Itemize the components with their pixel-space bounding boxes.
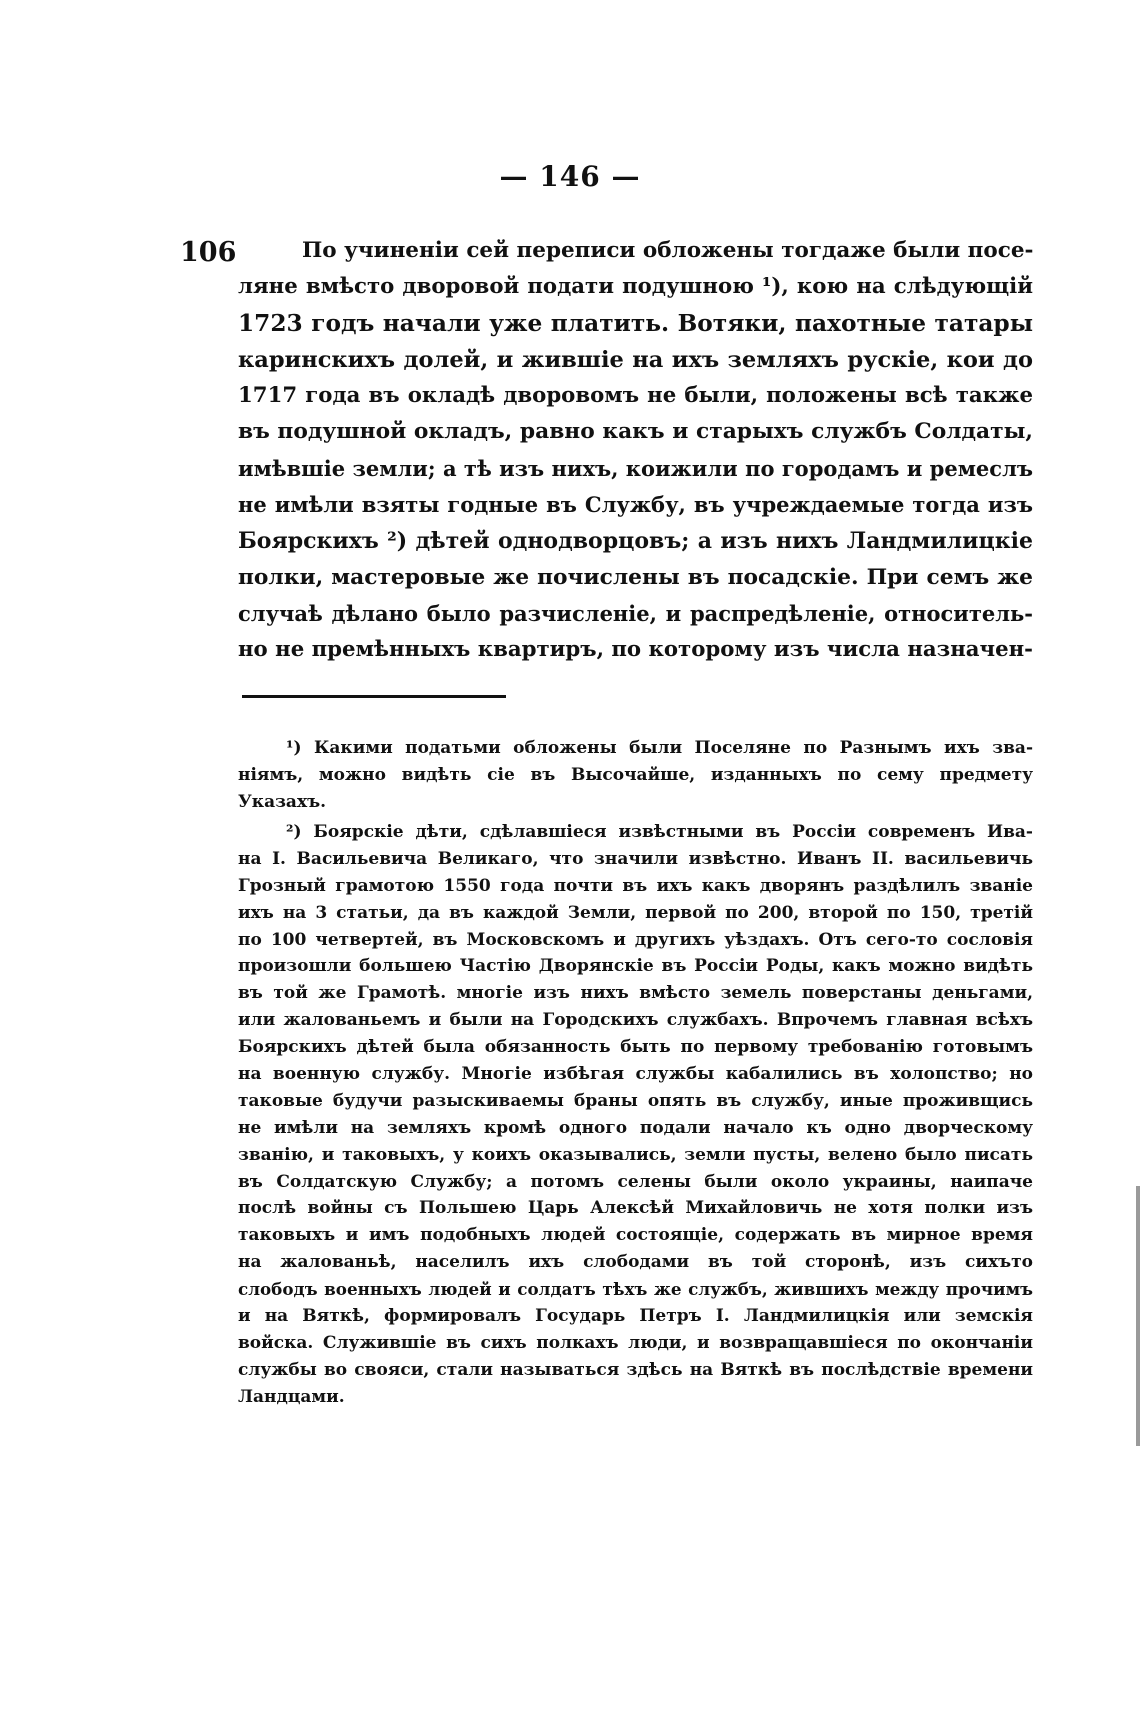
main-text-line: не имѣли взяты годные въ Службу, въ учреждаемые тогда изъ bbox=[238, 492, 1033, 518]
footnote-line: и на Вяткѣ, формировалъ Государь Петръ I. Ландмилицкія или земскія bbox=[238, 1306, 1033, 1327]
footnote-line: въ той же Грамотѣ. многіе изъ нихъ вмѣсто земель поверстаны деньгами, bbox=[238, 983, 1033, 1004]
main-text-line: полки, мастеровые же почислены въ посадскіе. При семъ же bbox=[238, 564, 1033, 590]
main-text-line: но не премѣнныхъ квартиръ, по которому изъ числа назначен- bbox=[238, 637, 1033, 663]
footnote-line: ихъ на 3 статьи, да въ каждой Земли, первой по 200, второй по 150, третій bbox=[238, 902, 1033, 923]
footnote-line: таковые будучи разыскиваемы браны опять въ службу, иные проживщись bbox=[238, 1090, 1033, 1111]
main-text-line: По учиненіи сей переписи обложены тогдаже были посе- bbox=[302, 238, 1034, 263]
scan-edge-mark bbox=[1136, 1186, 1140, 1446]
footnote-line: Указахъ. bbox=[238, 791, 327, 812]
main-text-line: 1723 годъ начали уже платить. Вотяки, пахотные татары bbox=[238, 309, 1033, 337]
footnote-line: ²) Боярскіе дѣти, сдѣлавшіеся извѣстными въ Россіи современъ Ива- bbox=[286, 822, 1033, 842]
footnote-line: на I. Васильевича Великаго, что значили извѣстно. Иванъ II. васильевичь bbox=[238, 848, 1033, 869]
footnote-line: войска. Служившіе въ сихъ полкахъ люди, и возвращавшіеся по окончаніи bbox=[238, 1332, 1033, 1353]
footnote-line: на жалованьѣ, населилъ ихъ слободами въ той сторонѣ, изъ сихъто bbox=[238, 1252, 1033, 1273]
footnote-line: слободъ военныхъ людей и солдатъ тѣхъ же службъ, жившихъ между прочимъ bbox=[238, 1279, 1033, 1300]
page-number: — 146 — bbox=[499, 160, 641, 193]
margin-section-number: 106 bbox=[180, 237, 237, 268]
footnote-line: не имѣли на земляхъ кромѣ одного подали начало къ одно дворческому bbox=[238, 1117, 1033, 1138]
footnote-line: произошли большею Частію Дворянскіе въ Россіи Роды, какъ можно видѣть bbox=[238, 956, 1033, 977]
footnote-divider bbox=[242, 695, 506, 698]
main-paragraph bbox=[238, 233, 1033, 669]
footnote-1 bbox=[238, 735, 1033, 816]
footnote-line: Боярскихъ дѣтей была обязанность быть по первому требованію готовымъ bbox=[238, 1037, 1033, 1058]
footnote-line: послѣ войны съ Польшею Царь Алексѣй Михайловичь не хотя полки изъ bbox=[238, 1198, 1033, 1219]
footnote-2 bbox=[238, 819, 1033, 1411]
main-text-line: имѣвшіе земли; а тѣ изъ нихъ, коижили по городамъ и ремеслъ bbox=[238, 455, 1033, 481]
footnote-line: по 100 четвертей, въ Московскомъ и другихъ уѣздахъ. Отъ сего-то сословія bbox=[238, 929, 1033, 950]
main-text-line: каринскихъ долей, и жившіе на ихъ земляхъ рускіе, кои до bbox=[238, 346, 1033, 373]
footnote-line: службы во свояси, стали называться здѣсь на Вяткѣ въ послѣдствіе времени bbox=[238, 1359, 1033, 1380]
main-text-line: въ подушной окладъ, равно какъ и старыхъ службъ Солдаты, bbox=[238, 419, 1033, 445]
main-text-line: ляне вмѣсто дворовой подати подушною ¹), кою на слѣдующій bbox=[238, 274, 1033, 300]
footnote-line: званію, и таковыхъ, у коихъ оказывались, земли пусты, велено было писать bbox=[238, 1144, 1033, 1165]
footnote-line: Грозный грамотою 1550 года почти въ ихъ какъ дворянъ раздѣлилъ званіе bbox=[238, 875, 1033, 896]
main-text-line: Боярскихъ ²) дѣтей однодворцовъ; а изъ нихъ Ландмилицкіе bbox=[238, 528, 1033, 555]
footnote-line: таковыхъ и имъ подобныхъ людей состоящіе, содержать въ мирное время bbox=[238, 1225, 1033, 1246]
main-text-line: 1717 года въ окладѣ дворовомъ не были, положены всѣ также bbox=[238, 383, 1033, 409]
footnote-line: ніямъ, можно видѣть сіе въ Высочайше, изданныхъ по сему предмету bbox=[238, 764, 1033, 785]
main-text-line: случаѣ дѣлано было разчисленіе, и распредѣленіе, относитель- bbox=[238, 600, 1033, 626]
footnote-line: ¹) Какими податьми обложены были Поселяне по Разнымъ ихъ зва- bbox=[286, 738, 1033, 758]
footnote-line: или жалованьемъ и были на Городскихъ службахъ. Впрочемъ главная всѣхъ bbox=[238, 1010, 1033, 1031]
footnote-line: Ландцами. bbox=[238, 1386, 345, 1407]
footnote-line: на военную службу. Многіе избѣгая службы кабалились въ холопство; но bbox=[238, 1064, 1033, 1085]
footnote-line: въ Солдатскую Службу; а потомъ селены были около украины, наипаче bbox=[238, 1171, 1033, 1192]
